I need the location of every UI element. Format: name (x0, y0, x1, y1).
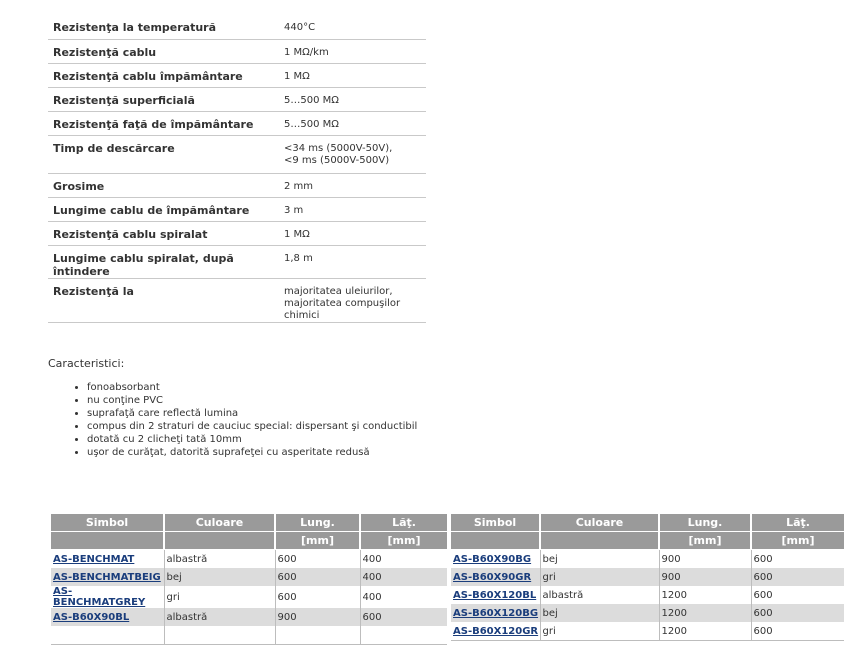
symbol-cell (51, 550, 164, 569)
symbol-cell (51, 568, 164, 586)
spec-row (48, 245, 426, 278)
spec-row (48, 111, 426, 135)
width-cell: 600 (753, 589, 773, 601)
length-cell: 1200 (659, 604, 751, 622)
header-length: Lung. (659, 514, 751, 532)
width-cell: 400 (362, 553, 382, 565)
symbol-cell (51, 608, 164, 626)
length-cell: 1200 (659, 622, 751, 641)
length-cell: 900 (275, 608, 360, 626)
width-cell: 600 (753, 553, 773, 565)
spec-label: Lungime cablu spiralat, după întindere (48, 245, 283, 278)
spec-row (48, 87, 426, 111)
header-width: Lăţ. (751, 514, 844, 532)
spec-value: 1,8 m (283, 245, 426, 278)
product-link[interactable]: AS-BENCHMATGREY (53, 586, 146, 608)
header-color: Culoare (540, 514, 659, 532)
length-cell: 900 (659, 550, 751, 569)
specs-table (48, 15, 426, 323)
spec-row (48, 15, 426, 39)
header-length: Lung. (275, 514, 360, 532)
table-header-row (51, 514, 447, 532)
spec-row (48, 63, 426, 87)
spec-value (283, 135, 426, 173)
header-empty (51, 532, 164, 550)
table-row (51, 608, 447, 626)
feature-item: • compus din 2 straturi de cauciuc special: dispersant şi conductibil (87, 420, 417, 433)
header-symbol: Simbol (451, 514, 540, 532)
spec-label: Rezistenţă cablu (48, 39, 283, 63)
feature-item: • uşor de curăţat, datorită suprafeţei cu asperitate redusă (87, 446, 417, 459)
spec-value: 2 mm (283, 173, 426, 197)
product-link[interactable]: AS-B60X90GR (453, 571, 532, 583)
table-header-row (451, 514, 844, 532)
feature-item: • suprafaţă care reflectă lumina (87, 407, 417, 420)
spec-value: 5…500 MΩ (283, 111, 426, 135)
spec-label: Rezistenţă faţă de împământare (48, 111, 283, 135)
spec-label: Timp de descărcare (48, 135, 283, 173)
unit-length: [mm] (275, 532, 360, 550)
color-cell: gri (540, 568, 659, 586)
product-link[interactable]: AS-B60X120BG (453, 607, 539, 619)
color-cell: albastră (164, 550, 275, 569)
table-row (451, 622, 844, 641)
table-row (451, 586, 844, 604)
length-cell: 600 (275, 568, 360, 586)
unit-width: [mm] (360, 532, 447, 550)
color-cell: gri (540, 622, 659, 641)
spec-row (48, 197, 426, 221)
spec-value: 5…500 MΩ (283, 87, 426, 111)
spec-row (48, 278, 426, 322)
products-table-left (51, 514, 447, 645)
features-title: Caracteristici: (48, 357, 125, 370)
product-link[interactable]: AS-B60X120BL (453, 589, 537, 601)
spec-label: Grosime (48, 173, 283, 197)
spec-label: Rezistenţă la (48, 278, 283, 322)
spec-value: 1 MΩ (283, 221, 426, 245)
width-cell: 600 (751, 568, 844, 586)
spec-label: Rezistenţa la temperatură (48, 15, 283, 39)
width-cell: 600 (360, 608, 447, 626)
header-color: Culoare (164, 514, 275, 532)
table-row (451, 604, 844, 622)
symbol-cell (451, 622, 540, 641)
table-row (51, 586, 447, 608)
spec-value: 1 MΩ/km (283, 39, 426, 63)
spec-label: Lungime cablu de împământare (48, 197, 283, 221)
width-cell: 600 (751, 604, 844, 622)
spec-label: Rezistenţă cablu împământare (48, 63, 283, 87)
spec-label: Rezistenţă superficială (48, 87, 283, 111)
spec-value-line: <34 ms (5000V-50V), (284, 142, 393, 154)
feature-item: • nu conţine PVC (87, 394, 417, 407)
width-cell: 400 (362, 591, 382, 603)
header-width: Lăţ. (360, 514, 447, 532)
width-cell: 400 (360, 568, 447, 586)
spec-value-line: <9 ms (5000V-500V) (284, 154, 390, 166)
spec-label: Rezistenţă cablu spiralat (48, 221, 283, 245)
table-row-spacer (51, 626, 447, 645)
length-cell: 900 (659, 568, 751, 586)
color-cell: bej (540, 604, 659, 622)
feature-item: • dotată cu 2 clicheţi tată 10mm (87, 433, 417, 446)
features-list (48, 381, 417, 459)
spec-value-line: majoritatea uleiurilor, (284, 285, 393, 297)
header-empty (451, 532, 540, 550)
spec-row (48, 135, 426, 173)
product-link[interactable]: AS-B60X90BG (453, 553, 532, 565)
header-empty (164, 532, 275, 550)
spec-value-line: majoritatea compuşilor chimici (284, 297, 401, 321)
length-cell: 1200 (659, 586, 751, 604)
header-empty (540, 532, 659, 550)
length-cell: 600 (275, 586, 360, 608)
spec-row (48, 39, 426, 63)
symbol-cell (51, 586, 164, 608)
table-unit-row (451, 532, 844, 550)
product-link[interactable]: AS-B60X120GR (453, 625, 539, 637)
width-cell: 600 (751, 622, 844, 641)
unit-length: [mm] (659, 532, 751, 550)
feature-item: • fonoabsorbant (87, 381, 417, 394)
table-row (451, 550, 844, 569)
color-cell: gri (164, 586, 275, 608)
table-unit-row (51, 532, 447, 550)
spec-value (283, 278, 426, 322)
spec-value: 3 m (283, 197, 426, 221)
table-row (51, 550, 447, 569)
symbol-cell (451, 586, 540, 604)
header-symbol: Simbol (51, 514, 164, 532)
spec-value: 1 MΩ (283, 63, 426, 87)
product-link[interactable]: AS-BENCHMATBEIG (53, 571, 161, 583)
table-row (51, 568, 447, 586)
table-row (451, 568, 844, 586)
symbol-cell (451, 568, 540, 586)
color-cell: bej (540, 550, 659, 569)
spec-row (48, 221, 426, 245)
spec-row (48, 173, 426, 197)
product-link[interactable]: AS-B60X90BL (53, 611, 130, 623)
unit-width: [mm] (751, 532, 844, 550)
product-link[interactable]: AS-BENCHMAT (53, 553, 135, 565)
products-table-right (451, 514, 844, 641)
color-cell: albastră (540, 586, 659, 604)
spec-value: 440°C (283, 15, 426, 39)
color-cell: albastră (164, 608, 275, 626)
symbol-cell (451, 550, 540, 569)
length-cell: 600 (275, 550, 360, 569)
color-cell: bej (164, 568, 275, 586)
symbol-cell (451, 604, 540, 622)
